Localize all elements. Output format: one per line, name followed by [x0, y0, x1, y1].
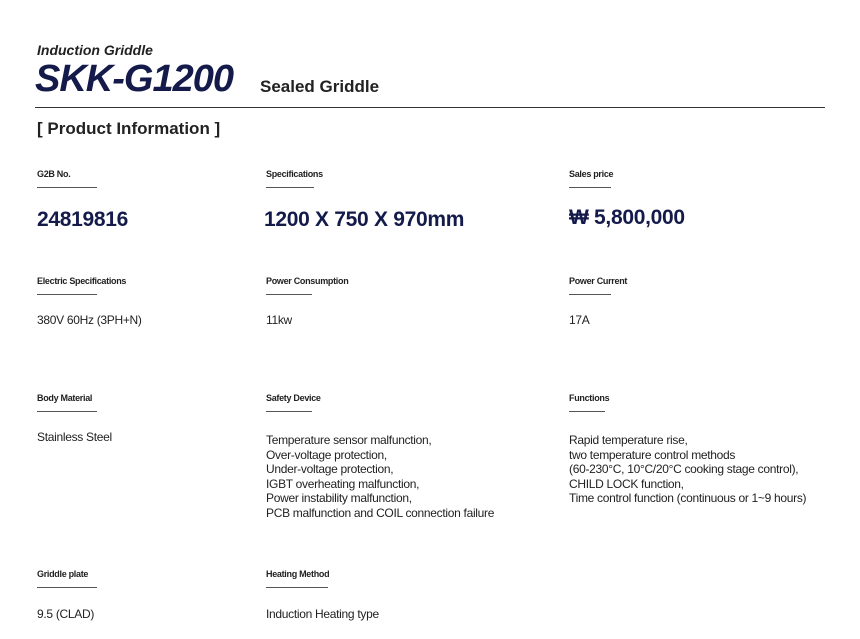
sales-price-label: Sales price: [569, 169, 614, 179]
functions-line: Time control function (continuous or 1~9 hours): [569, 491, 807, 506]
functions-value: [569, 433, 806, 506]
product-category: Induction Griddle: [37, 42, 153, 58]
electric-spec-underline: [37, 294, 97, 295]
electric-spec-label: Electric Specifications: [37, 276, 127, 286]
heating-method-label: Heating Method: [266, 569, 330, 579]
safety-line: IGBT overheating malfunction,: [266, 476, 420, 491]
sales-price-underline: [569, 187, 611, 188]
power-consumption-value: 11kw: [266, 313, 292, 327]
g2b-value: 24819816: [37, 208, 129, 231]
heating-method-underline: [266, 587, 328, 588]
sales-price-value: ₩ 5,800,000: [569, 206, 685, 229]
power-consumption-label: Power Consumption: [266, 276, 349, 286]
power-consumption-underline: [266, 294, 312, 295]
safety-device-underline: [266, 411, 312, 412]
specifications-label: Specifications: [266, 169, 323, 179]
specifications-underline: [266, 187, 314, 188]
power-current-value: 17A: [569, 313, 590, 327]
power-current-underline: [569, 294, 611, 295]
specifications-value: 1200 X 750 X 970mm: [264, 208, 465, 231]
safety-line: Temperature sensor malfunction,: [266, 433, 432, 447]
griddle-plate-label: Griddle plate: [37, 569, 89, 579]
electric-spec-value: 380V 60Hz (3PH+N): [37, 313, 142, 327]
safety-device-label: Safety Device: [266, 393, 321, 403]
body-material-label: Body Material: [37, 393, 93, 403]
power-current-label: Power Current: [569, 276, 628, 286]
heating-method-value: Induction Heating type: [266, 607, 379, 621]
safety-line: Under-voltage protection,: [266, 462, 394, 477]
functions-underline: [569, 411, 605, 412]
functions-label: Functions: [569, 393, 610, 403]
safety-line: Power instability malfunction,: [266, 491, 412, 506]
g2b-underline: [37, 187, 97, 188]
functions-line: CHILD LOCK function,: [569, 476, 684, 491]
section-title: [ Product Information ]: [37, 119, 221, 138]
functions-line: (60-230°C, 10°C/20°C cooking stage control),: [569, 462, 799, 477]
griddle-plate-value: 9.5 (CLAD): [37, 607, 95, 621]
safety-line: Over-voltage protection,: [266, 447, 387, 462]
model-name: SKK-G1200: [35, 58, 233, 100]
griddle-plate-underline: [37, 587, 97, 588]
functions-line: Rapid temperature rise,: [569, 433, 688, 447]
product-type: Sealed Griddle: [260, 77, 380, 96]
body-material-underline: [37, 411, 97, 412]
body-material-value: Stainless Steel: [37, 430, 112, 444]
functions-line: two temperature control methods: [569, 447, 736, 462]
safety-device-value: [266, 433, 494, 521]
g2b-label: G2B No.: [37, 169, 71, 179]
header-divider: [35, 107, 825, 108]
safety-line: PCB malfunction and COIL connection failure: [266, 505, 495, 520]
